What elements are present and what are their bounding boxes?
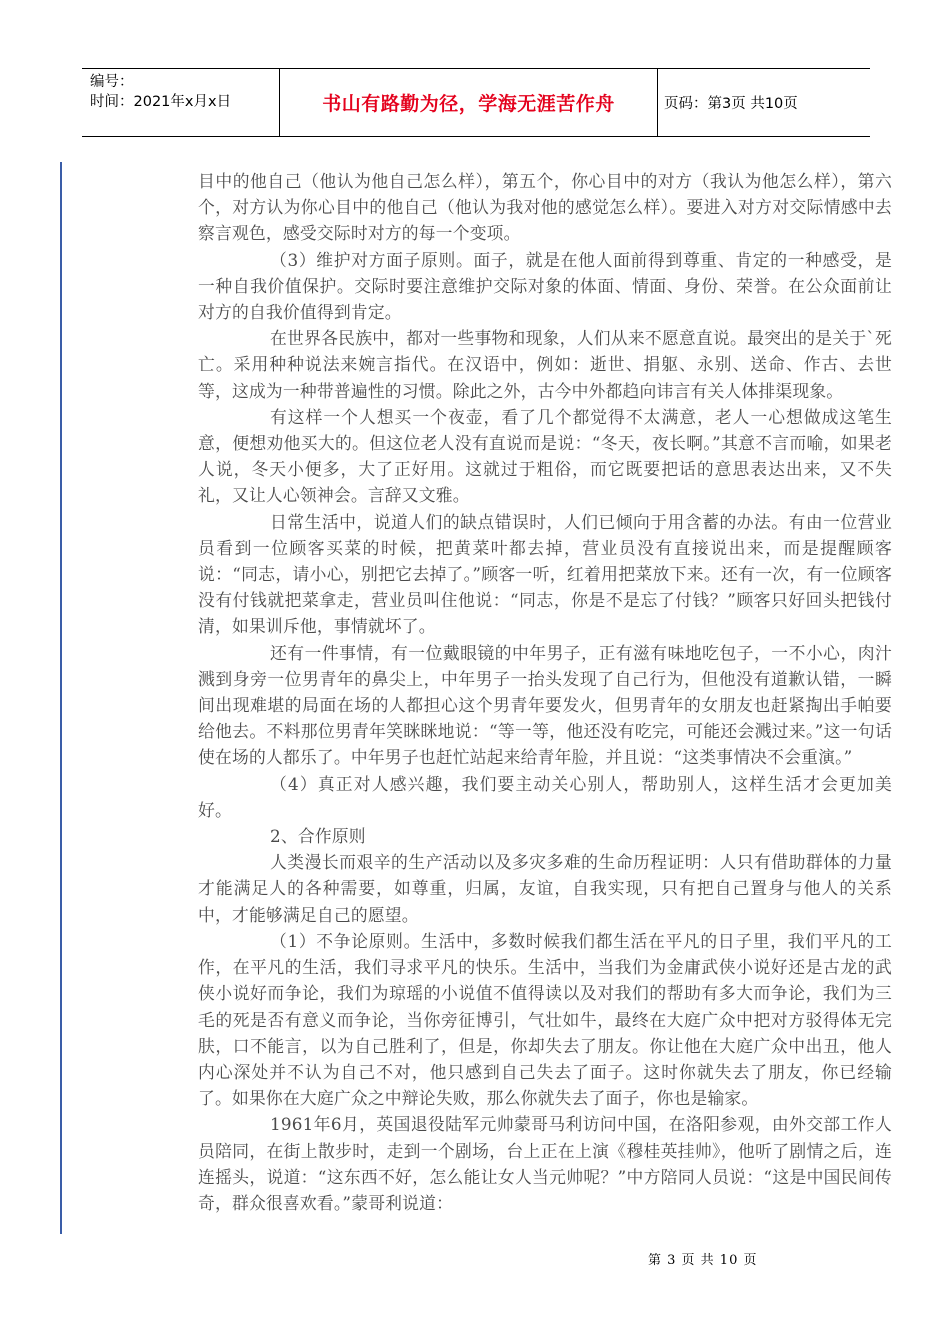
paragraph: 目中的他自己（他认为他自己怎么样），第五个，你心目中的对方（我认为他怎么样），第六个，对方认为你心目中的他自己（他认为我对他的感觉怎么样）。要进入对方对交际情感中去察言观色，感受交际时对方的每一个变项。 [198,171,892,244]
paragraph: 在世界各民族中，都对一些事物和现象，人们从来不愿意直说。最突出的是关于`死亡。采用种种说法来婉言指代。在汉语中，例如：逝世、捐躯、永别、送命、作古、去世等，这成为一种带普遍性的习惯。除此之外，古今中外都趋向讳言有关人体排渠现象。 [198,328,892,401]
header-motto-cell [280,69,658,136]
paragraph: 还有一件事情，有一位戴眼镜的中年男子，正有滋有味地吃包子，一不小心，肉汁溅到身旁一位男青年的鼻尖上，中年男子一抬头发现了自己行为，但他没有道歉认错，一瞬间出现难堪的局面在场的人都担心这个男青年要发火，但男青年的女朋友也赶紧掏出手帕要给他去。不料那位男青年笑眯眯地说：“等一等，他还没有吃完，可能还会溅过来。”这一句话使在场的人都乐了。中年男子也赶忙站起来给青年脸，并且说：“这类事情决不会重演。” [198,642,892,768]
paragraph: （3）维护对方面子原则。面子，就是在他人面前得到尊重、肯定的一种感受，是一种自我价值保护。交际时要注意维护交际对象的体面、情面、身份、荣誉。在公众面前让对方的自我价值得到肯定。 [198,249,892,323]
header-meta [82,69,280,136]
date-label: 时间：2021年x月x日 [90,94,232,110]
left-margin-rule [60,162,62,1234]
serial-number-label: 编号： [90,74,134,90]
header-page-info [658,69,870,136]
paragraph: 人类漫长而艰辛的生产活动以及多灾多难的生命历程证明：人只有借助群体的力量才能满足人的各种需要，如尊重，归属，友谊，自我实现，只有把自己置身与他人的关系中，才能够满足自己的愿望。 [198,852,892,925]
paragraph: 有这样一个人想买一个夜壶，看了几个都觉得不太满意，老人一心想做成这笔生意，便想劝他买大的。但这位老人没有直说而是说：“冬天，夜长啊。”其意不言而喻，如果老人说，冬天小便多，大了正好用。这就过于粗俗，而它既要把话的意思表达出来，又不失礼，又让人心领神会。言辞又文雅。 [198,406,892,506]
section-heading: 2、合作原则 [270,826,366,847]
paragraph: 日常生活中，说道人们的缺点错误时，人们已倾向于用含蓄的办法。有由一位营业员看到一位顾客买菜的时候，把黄菜叶都去掉，营业员没有直接说出来，而是提醒顾客说：“同志，请小心，别把它去掉了。”顾客一听，红着用把菜放下来。还有一次，有一位顾客没有付钱就把菜拿走，营业员叫住他说：“同志，你是不是忘了付钱？”顾客只好回头把钱付清，如果训斥他，事情就坏了。 [198,511,892,637]
page-footer: 第 3 页 共 10 页 [648,1253,758,1268]
paragraph: （1）不争论原则。生活中，多数时候我们都生活在平凡的日子里，我们平凡的工作，在平凡的生活，我们寻求平凡的快乐。生活中，当我们为金庸武侠小说好还是古龙的武侠小说好而争论，我们为琼瑶的小说值不值得读以及对我们的帮助有多大而争论，我们为三毛的死是否有意义而争论，当你旁征博引，气壮如牛，最终在大庭广众中把对方驳得体无完肤，口不能言，以为自己胜利了，但是，你却失去了朋友。你让他在大庭广众中出丑，他人内心深处并不认为自己不对，他只感到自己失去了面子。这时你就失去了朋友，你已经输了。如果你在大庭广众之中辩论失败，那么你就失去了面子，你也是输家。 [198,930,892,1109]
page-info-text: 页码：第3页 共10页 [664,96,798,112]
motto-text: 书山有路勤为径，学海无涯苦作舟 [322,93,615,115]
paragraph: 1961年6月，英国退役陆军元帅蒙哥马利访问中国，在洛阳参观，由外交部工作人员陪同，在街上散步时，走到一个剧场，台上正在上演《穆桂英挂帅》，他听了剧情之后，连连摇头，说道：“这东西不好，怎么能让女人当元帅呢？”中方陪同人员说：“这是中国民间传奇，群众很喜欢看。”蒙哥利说道： [198,1114,892,1213]
body-text [198,168,892,1216]
page-header [82,68,870,137]
paragraph: （4）真正对人感兴趣，我们要主动关心别人，帮助别人，这样生活才会更加美好。 [198,773,892,820]
